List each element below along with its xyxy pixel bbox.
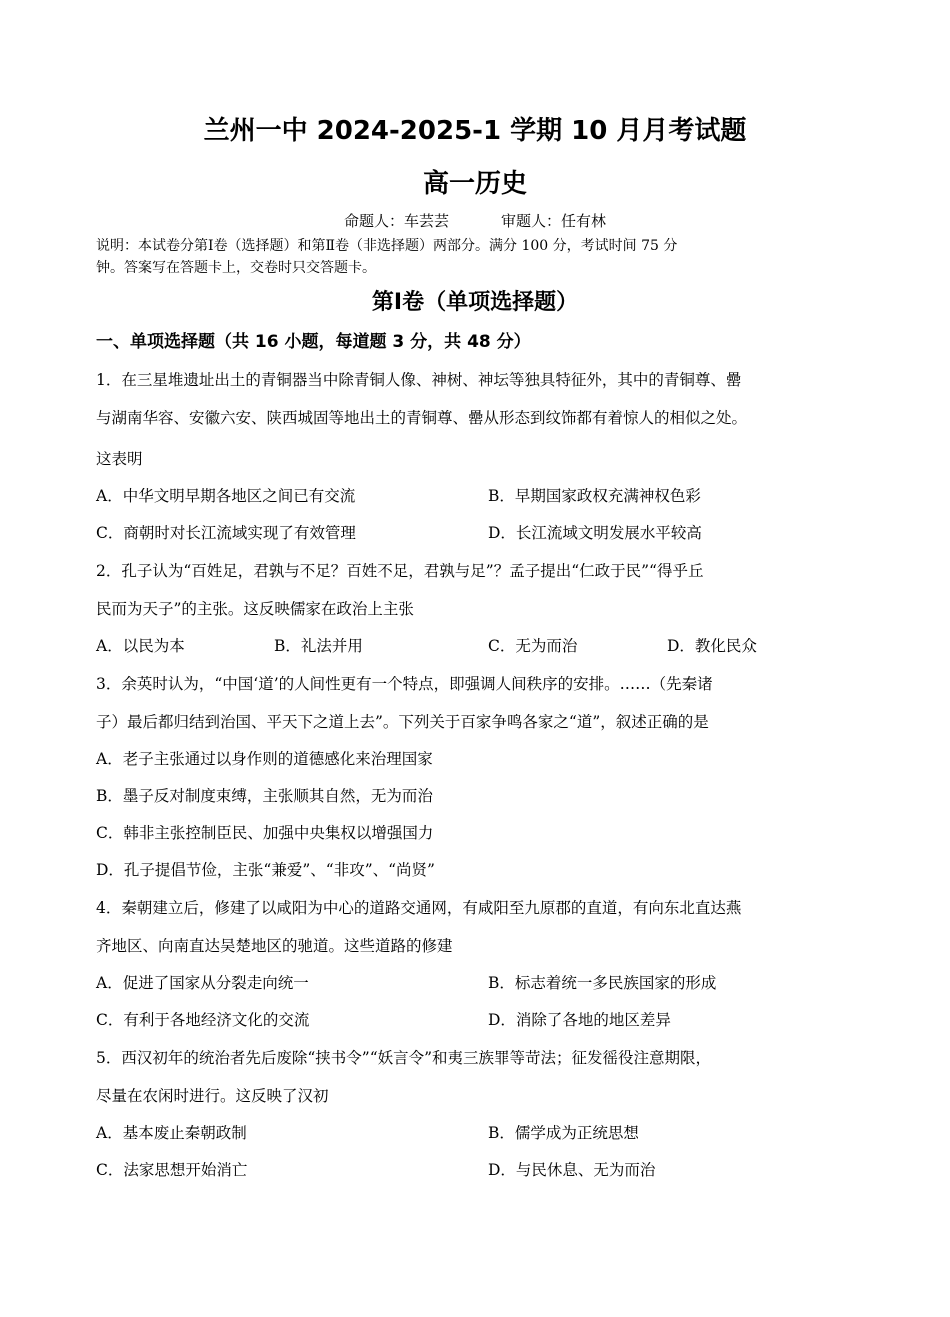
question-1-option-c: C．商朝时对长江流域实现了有效管理 xyxy=(96,524,356,542)
question-2-line-2: 民而为天子”的主张。这反映儒家在政治上主张 xyxy=(96,600,414,618)
question-4-option-b: B．标志着统一多民族国家的形成 xyxy=(488,974,717,992)
question-1-option-d: D．长江流域文明发展水平较高 xyxy=(488,524,702,542)
section-one-title: 一、单项选择题（共 16 小题，每道题 3 分，共 48 分） xyxy=(96,332,531,352)
instructions-line-1: 说明：本试卷分第Ⅰ卷（选择题）和第Ⅱ卷（非选择题）两部分。满分 100 分，考试时间 75 分 xyxy=(96,238,678,254)
question-2-option-b: B．礼法并用 xyxy=(274,637,363,655)
reviewer-label: 审题人：任有林 xyxy=(501,212,607,230)
setter-label: 命题人：车芸芸 xyxy=(343,212,449,230)
authors-line xyxy=(0,210,950,232)
exam-subject: 高一历史 xyxy=(422,169,527,199)
question-4-line-1: 4．秦朝建立后，修建了以咸阳为中心的道路交通网，有咸阳至九原郡的直道，有向东北直达燕 xyxy=(96,899,742,917)
question-1-line-2: 与湖南华容、安徽六安、陕西城固等地出土的青铜尊、罍从形态到纹饰都有着惊人的相似之处。 xyxy=(96,409,748,427)
question-1-option-a: A．中华文明早期各地区之间已有交流 xyxy=(96,487,356,505)
question-1-option-b: B．早期国家政权充满神权色彩 xyxy=(488,487,701,505)
question-2-option-a: A．以民为本 xyxy=(96,637,185,655)
question-5-line-1: 5．西汉初年的统治者先后废除“挟书令”“妖言令”和夷三族罪等苛法；征发徭役注意期限， xyxy=(96,1049,712,1067)
question-3-line-2: 子）最后都归结到治国、平天下之道上去”。下列关于百家争鸣各家之“道”，叙述正确的是 xyxy=(96,713,709,731)
exam-instructions xyxy=(96,235,856,279)
question-2-option-c: C．无为而治 xyxy=(488,637,578,655)
question-4-option-d: D．消除了各地的地区差异 xyxy=(488,1011,671,1029)
question-5-option-d: D．与民休息、无为而治 xyxy=(488,1161,656,1179)
instructions-line-2: 钟。答案写在答题卡上，交卷时只交答题卡。 xyxy=(96,260,376,276)
question-5-option-b: B．儒学成为正统思想 xyxy=(488,1124,639,1142)
question-5-option-a: A．基本废止秦朝政制 xyxy=(96,1124,247,1142)
exam-title: 兰州一中 2024-2025-1 学期 10 月月考试题 xyxy=(203,116,747,146)
question-4-option-a: A．促进了国家从分裂走向统一 xyxy=(96,974,309,992)
question-4-option-c: C．有利于各地经济文化的交流 xyxy=(96,1011,310,1029)
question-4-line-2: 齐地区、向南直达吴楚地区的驰道。这些道路的修建 xyxy=(96,937,453,955)
question-2-line-1: 2．孔子认为“百姓足，君孰与不足？百姓不足，君孰与足”？孟子提出“仁政于民”“得乎丘 xyxy=(96,562,704,580)
question-3-option-b: B．墨子反对制度束缚，主张顺其自然，无为而治 xyxy=(96,787,433,805)
part-one-title: 第Ⅰ卷（单项选择题） xyxy=(371,290,579,315)
question-3-option-c: C．韩非主张控制臣民、加强中央集权以增强国力 xyxy=(96,824,434,842)
question-1-line-3: 这表明 xyxy=(96,450,143,468)
question-5-line-2: 尽量在农闲时进行。这反映了汉初 xyxy=(96,1087,329,1105)
question-3-option-a: A．老子主张通过以身作则的道德感化来治理国家 xyxy=(96,750,433,768)
question-2-option-d: D．教化民众 xyxy=(667,637,757,655)
question-5-option-c: C．法家思想开始消亡 xyxy=(96,1161,248,1179)
question-3-option-d: D．孔子提倡节俭，主张“兼爱”、“非攻”、“尚贤” xyxy=(96,861,435,879)
question-1-line-1: 1．在三星堆遗址出土的青铜器当中除青铜人像、神树、神坛等独具特征外，其中的青铜尊、罍 xyxy=(96,371,742,389)
question-3-line-1: 3．余英时认为，“中国‘道’的人间性更有一个特点，即强调人间秩序的安排。……（先秦诸 xyxy=(96,675,713,693)
